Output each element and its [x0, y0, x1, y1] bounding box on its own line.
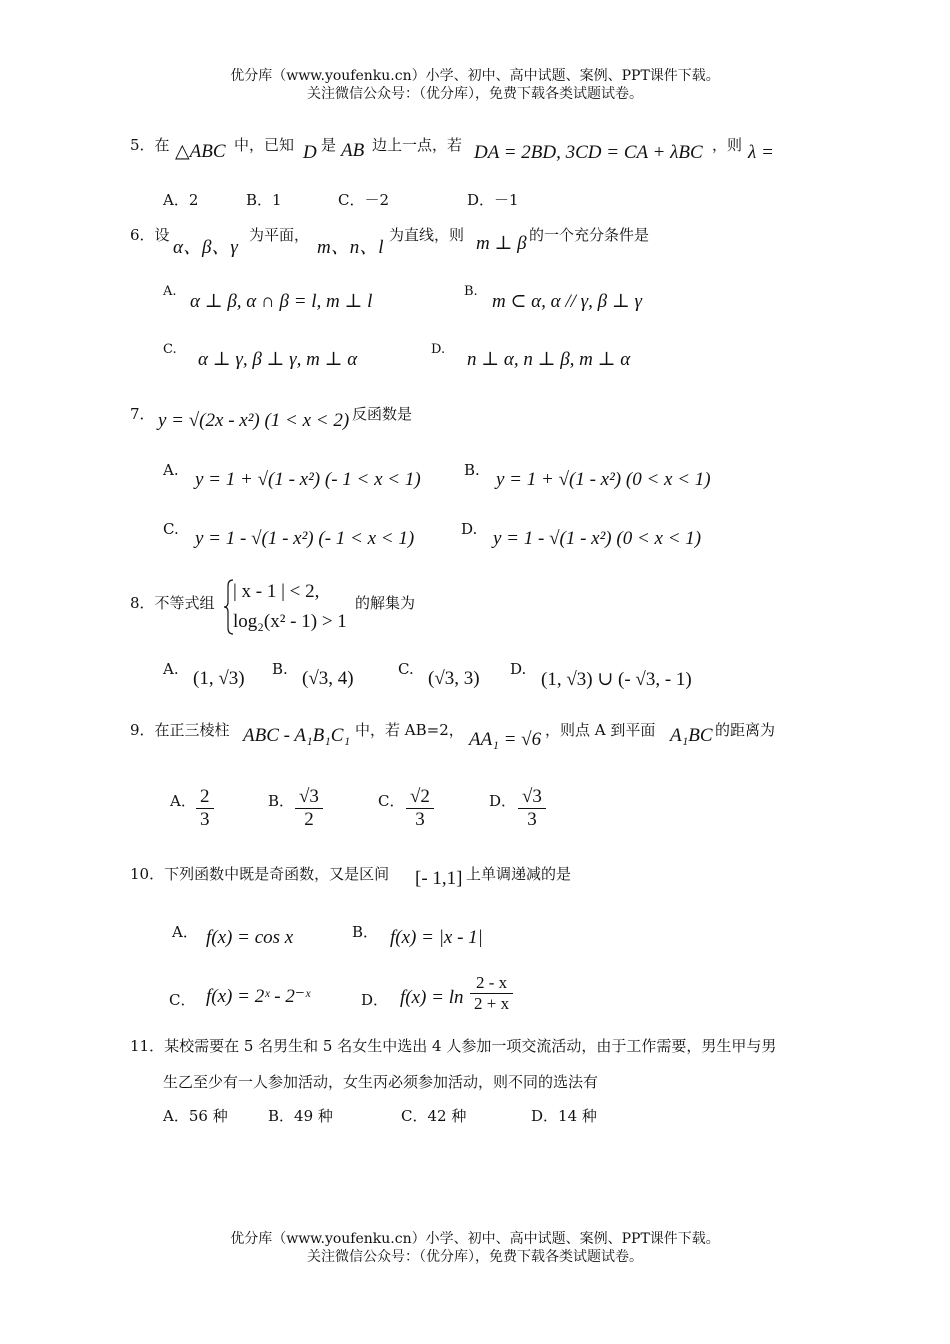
- q6-condition: m ⊥ β: [476, 233, 527, 254]
- q9-option-c-numerator: √2: [406, 786, 434, 809]
- q7-function: y = √(2x - x²) (1 < x < 2): [158, 410, 350, 431]
- q6-option-c-label: C.: [163, 342, 177, 357]
- header-line-1: 优分库（www.youfenku.cn）小学、初中、高中试题、案例、PPT课件下载。: [230, 68, 720, 84]
- q8-number: 8．不等式组: [130, 594, 215, 612]
- q5-option-a: A．2: [163, 191, 199, 209]
- q9-option-a-fraction: [196, 786, 214, 831]
- q5-option-d: D．－1: [467, 191, 519, 209]
- footer-line-2: 关注微信公众号：（优分库），免费下载各类试题试卷。: [307, 1249, 643, 1265]
- header-line-2: 关注微信公众号：（优分库），免费下载各类试题试卷。: [307, 86, 643, 102]
- q7-option-c-expr: y = 1 - √(1 - x²) (- 1 < x < 1): [195, 528, 415, 549]
- q9-option-a-label: A．: [170, 792, 196, 810]
- q9-option-c-fraction: [406, 786, 434, 831]
- q7-option-c-label: C.: [163, 520, 179, 538]
- q6-option-b-label: B.: [464, 284, 478, 299]
- q9-option-b-label: B．: [268, 792, 295, 810]
- q10-option-b-expr: f(x) = |x - 1|: [390, 927, 483, 948]
- q9-option-d-numerator: √3: [518, 786, 546, 809]
- q9-plane: A₁BC: [670, 725, 713, 746]
- q10-interval: [- 1,1]: [415, 868, 463, 889]
- q10-option-a-expr: f(x) = cos x: [206, 927, 294, 948]
- q11-line-1: 11．某校需要在 5 名男生和 5 名女生中选出 4 人参加一项交流活动，由于工作需要，男生甲与男: [130, 1037, 777, 1055]
- q5-option-c: C．－2: [338, 191, 390, 209]
- q9-option-b-denominator: 2: [304, 809, 314, 830]
- q5-triangle: △ABC: [175, 141, 226, 162]
- q8-option-b-expr: (√3, 4): [302, 668, 354, 689]
- q10-option-d-label: D．: [361, 991, 389, 1009]
- q8-option-d-expr: (1, √3) ∪ (- √3, - 1): [541, 669, 692, 690]
- q9-option-c-label: C．: [378, 792, 405, 810]
- q8-inequality-1: | x - 1 | < 2,: [233, 581, 320, 602]
- q8-option-a-label: A.: [163, 660, 179, 678]
- q8-text-1: 的解集为: [355, 594, 416, 612]
- q5-text-1: 中，已知: [234, 136, 295, 154]
- q5-text-3: 边上一点，若: [372, 136, 463, 154]
- q10-option-c-label: C．: [169, 991, 196, 1009]
- q6-lines: m、n、l: [317, 237, 384, 258]
- q9-text-1: 中，若 AB=2，: [355, 721, 464, 739]
- q6-option-c-expr: α ⊥ γ, β ⊥ γ, m ⊥ α: [198, 349, 358, 370]
- q9-number: 9．在正三棱柱: [130, 721, 230, 739]
- q7-option-a-expr: y = 1 + √(1 - x²) (- 1 < x < 1): [195, 469, 421, 490]
- q6-text-3: 的一个充分条件是: [529, 226, 650, 244]
- q9-option-b-fraction: [295, 786, 323, 831]
- q6-planes: α、β、γ: [173, 237, 238, 258]
- q5-ask: λ =: [748, 142, 774, 163]
- q6-text-2: 为直线，则: [389, 226, 465, 244]
- q10-option-c-expr: f(x) = 2ˣ - 2⁻ˣ: [206, 986, 311, 1007]
- q9-edge: AA₁ = √6: [469, 729, 542, 750]
- q9-prism: ABC - A₁B₁C₁: [243, 725, 351, 746]
- footer-line-1: 优分库（www.youfenku.cn）小学、初中、高中试题、案例、PPT课件下载。: [230, 1231, 720, 1247]
- q7-option-b-label: B.: [464, 461, 480, 479]
- q5-text-4: ，则: [712, 136, 743, 154]
- q5-segment-ab: AB: [341, 140, 365, 161]
- q10-number: 10．下列函数中既是奇函数，又是区间: [130, 865, 390, 883]
- q5-number: 5．在: [130, 136, 170, 154]
- q10-option-d-expr: f(x) = ln: [400, 987, 464, 1008]
- q8-option-d-label: D.: [510, 660, 527, 678]
- q8-option-a-expr: (1, √3): [193, 668, 245, 689]
- q9-text-2: ，则点 A 到平面: [545, 721, 656, 739]
- q6-option-a-label: A.: [163, 284, 177, 299]
- q6-text-1: 为平面，: [249, 226, 310, 244]
- q9-option-a-denominator: 3: [200, 809, 210, 830]
- q7-option-d-label: D.: [461, 520, 478, 538]
- q11-option-c: C．42 种: [401, 1107, 467, 1125]
- q7-option-d-expr: y = 1 - √(1 - x²) (0 < x < 1): [493, 528, 702, 549]
- q11-line-2: 生乙至少有一人参加活动，女生丙必须参加活动，则不同的选法有: [163, 1073, 599, 1091]
- q9-text-3: 的距离为: [715, 721, 776, 739]
- q9-option-d-denominator: 3: [527, 809, 537, 830]
- q10-option-b-label: B．: [352, 923, 379, 941]
- q11-option-a: A．56 种: [163, 1107, 228, 1125]
- q8-option-c-expr: (√3, 3): [428, 668, 480, 689]
- q9-option-d-label: D．: [489, 792, 517, 810]
- q9-option-c-denominator: 3: [415, 809, 425, 830]
- q5-option-b: B．1: [246, 191, 282, 209]
- q5-vector-expr: DA = 2BD, 3CD = CA + λBC: [474, 142, 703, 163]
- q11-option-d: D．14 种: [531, 1107, 597, 1125]
- q10-text-1: 上单调递减的是: [466, 865, 572, 883]
- q7-number: 7．: [130, 405, 155, 423]
- q8-inequality-2: log₂(x² - 1) > 1: [233, 611, 347, 632]
- q7-text-1: 反函数是: [352, 405, 413, 423]
- q6-option-a-expr: α ⊥ β, α ∩ β = l, m ⊥ l: [190, 291, 373, 312]
- q6-option-d-expr: n ⊥ α, n ⊥ β, m ⊥ α: [467, 349, 631, 370]
- q8-option-b-label: B.: [272, 660, 288, 678]
- q6-number: 6．设: [130, 226, 170, 244]
- q11-option-b: B．49 种: [268, 1107, 333, 1125]
- q8-option-c-label: C.: [398, 660, 414, 678]
- q9-option-b-numerator: √3: [295, 786, 323, 809]
- q5-text-2: 是: [321, 136, 337, 154]
- q9-option-d-fraction: [518, 786, 546, 831]
- q10-option-a-label: A．: [172, 923, 198, 941]
- q10-option-d-fraction: [470, 973, 513, 1014]
- q6-option-d-label: D.: [431, 342, 446, 357]
- q10-option-d-denominator: 2 + x: [474, 994, 510, 1013]
- q9-option-a-numerator: 2: [196, 786, 214, 809]
- q7-option-b-expr: y = 1 + √(1 - x²) (0 < x < 1): [496, 469, 711, 490]
- q7-option-a-label: A.: [163, 461, 179, 479]
- q5-point-d: D: [303, 142, 317, 163]
- q6-option-b-expr: m ⊂ α, α // γ, β ⊥ γ: [492, 291, 642, 312]
- q10-option-d-numerator: 2 - x: [470, 973, 513, 994]
